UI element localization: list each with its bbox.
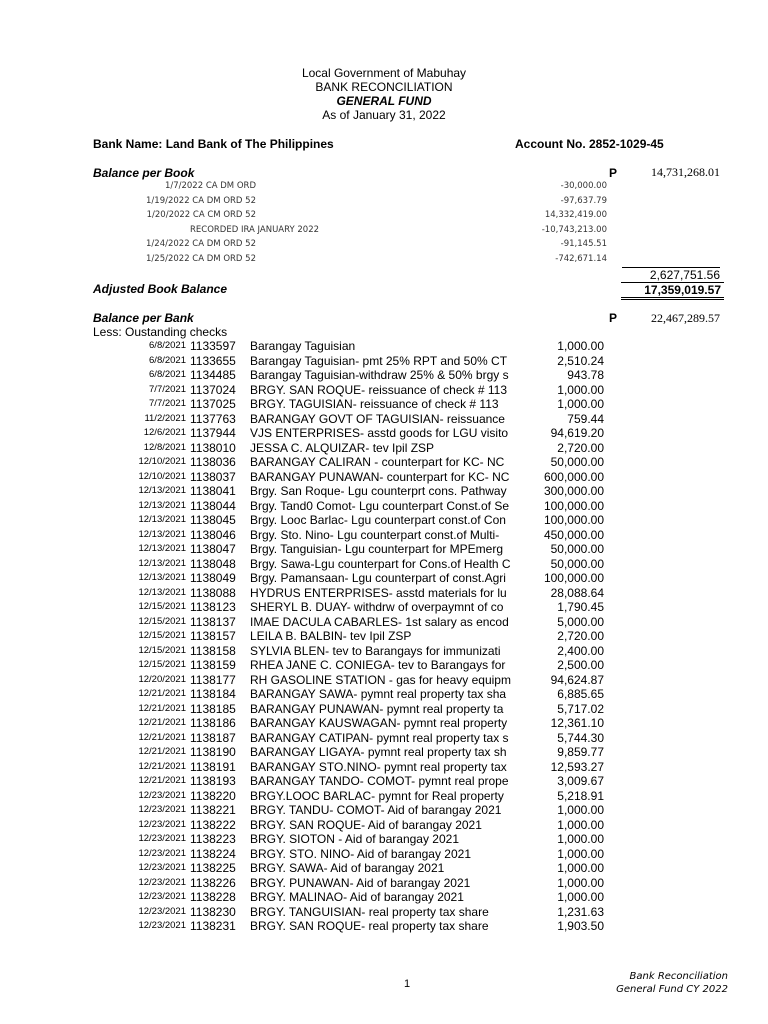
check-date: 6/8/2021 [149, 340, 186, 351]
check-row [0, 702, 768, 717]
check-number: 1138191 [190, 759, 236, 774]
check-payee-description: BRGY. TANDU- COMOT- Aid of barangay 2021 [250, 803, 502, 817]
check-date: 12/15/2021 [138, 644, 186, 656]
check-row [0, 731, 768, 746]
check-number: 1138046 [190, 527, 236, 542]
check-row [0, 412, 768, 427]
check-amount: 50,000.00 [550, 542, 604, 556]
check-payee-description: LEILA B. BALBIN- tev Ipil ZSP [250, 629, 412, 643]
check-row [0, 890, 768, 905]
check-amount: 100,000.00 [543, 513, 604, 527]
check-payee-description: Brgy. Tanguisian- Lgu counterpart for MPEmerg [250, 542, 504, 556]
adjustment-amount: -91,145.51 [560, 239, 607, 249]
check-amount: 50,000.00 [550, 455, 604, 469]
check-date: 12/13/2021 [138, 586, 186, 598]
check-date: 12/15/2021 [138, 659, 186, 670]
footer-subtitle-line: General Fund CY 2022 [616, 983, 728, 995]
check-payee-description: Brgy. Sto. Nino- Lgu counterpart const.of Multi- [250, 527, 500, 542]
check-number: 1138159 [190, 658, 236, 672]
check-amount: 1,000.00 [557, 890, 604, 904]
footer-title-line: Bank Reconciliation [629, 971, 728, 982]
bank-balance-amount: 22,467,289.57 [651, 311, 720, 325]
check-amount: 3,009.67 [557, 774, 604, 788]
check-number: 1137024 [190, 382, 236, 397]
check-amount: 2,720.00 [557, 629, 604, 643]
check-amount: 2,400.00 [557, 643, 604, 658]
balance-per-book-label: Balance per Book [93, 166, 195, 180]
outstanding-checks-list [0, 339, 768, 934]
check-number: 1138049 [190, 571, 236, 585]
check-date: 12/21/2021 [138, 760, 186, 772]
adjustment-amount: -30,000.00 [560, 181, 607, 191]
as-of-date: As of January 31, 2022 [322, 108, 446, 122]
check-date: 6/8/2021 [149, 354, 186, 366]
check-row [0, 542, 768, 557]
check-payee-description: BRGY. SIOTON - Aid of barangay 2021 [250, 832, 460, 846]
check-date: 12/23/2021 [138, 862, 186, 873]
check-number: 1138044 [190, 498, 236, 513]
adjustment-label: 1/7/2022 CA DM ORD [164, 181, 256, 191]
check-row [0, 658, 768, 673]
check-amount: 5,000.00 [557, 614, 604, 629]
check-row [0, 847, 768, 862]
check-date: 12/23/2021 [138, 847, 186, 859]
check-date: 12/21/2021 [138, 702, 186, 714]
check-number: 1137025 [190, 397, 236, 411]
check-date: 12/13/2021 [138, 557, 186, 569]
check-number: 1138185 [190, 701, 236, 716]
check-amount: 2,720.00 [557, 440, 604, 455]
check-row [0, 528, 768, 543]
check-number: 1138222 [190, 817, 236, 832]
check-number: 1138224 [190, 846, 236, 861]
book-currency: P [609, 166, 618, 180]
check-payee-description: JESSA C. ALQUIZAR- tev Ipil ZSP [250, 440, 435, 455]
check-payee-description: BARANGAY LIGAYA- pymnt real property tax sh [250, 745, 507, 759]
check-payee-description: Brgy. Looc Barlac- Lgu counterpart const.of Con [250, 513, 506, 527]
check-date: 12/15/2021 [138, 601, 186, 612]
adjustments-total: 2,627,751.56 [622, 267, 720, 282]
check-amount: 6,885.65 [557, 687, 604, 701]
check-row [0, 629, 768, 644]
check-date: 12/6/2021 [143, 427, 186, 438]
check-payee-description: BARANGAY CALIRAN - counterpart for KC- NC [250, 455, 505, 469]
check-number: 1138184 [190, 687, 236, 701]
check-amount: 100,000.00 [543, 571, 604, 585]
check-date: 12/15/2021 [138, 630, 186, 641]
check-payee-description: BRGY.LOOC BARLAC- pymnt for Real property [250, 788, 504, 803]
check-date: 12/21/2021 [138, 717, 186, 728]
check-number: 1138137 [190, 614, 236, 629]
check-payee-description: BARANGAY STO.NINO- pymnt real property tax [250, 759, 507, 774]
check-payee-description: RH GASOLINE STATION - gas for heavy equipm [250, 672, 511, 687]
check-date: 12/20/2021 [138, 673, 186, 685]
check-amount: 600,000.00 [543, 469, 604, 484]
check-payee-description: BRGY. SAWA- Aid of barangay 2021 [250, 861, 445, 875]
check-amount: 943.78 [567, 368, 604, 382]
adjustment-amount: -10,743,213.00 [541, 224, 607, 235]
check-number: 1138221 [190, 803, 236, 817]
check-payee-description: BRGY. TANGUISIAN- real property tax share [250, 904, 489, 919]
check-number: 1138157 [190, 629, 236, 643]
check-row [0, 455, 768, 470]
check-payee-description: BARANGAY PUNAWAN- pymnt real property ta [250, 701, 504, 716]
check-row [0, 615, 768, 630]
check-row [0, 919, 768, 934]
check-date: 12/21/2021 [138, 731, 186, 743]
check-date: 11/2/2021 [144, 412, 186, 424]
report-title: BANK RECONCILIATION [315, 80, 453, 94]
check-amount: 1,000.00 [557, 832, 604, 846]
check-date: 12/23/2021 [138, 804, 186, 815]
check-amount: 1,000.00 [557, 861, 604, 875]
check-row [0, 716, 768, 731]
check-number: 1138226 [190, 875, 236, 890]
check-row [0, 774, 768, 789]
bank-currency: P [609, 311, 618, 325]
check-amount: 100,000.00 [543, 498, 604, 513]
check-date: 12/23/2021 [138, 891, 186, 902]
check-date: 12/23/2021 [138, 818, 186, 830]
check-number: 1138045 [190, 513, 236, 527]
adjustment-label: RECORDED IRA JANUARY 2022 [190, 224, 320, 235]
adjustment-amount: 14,332,419.00 [544, 210, 607, 220]
check-number: 1138123 [190, 600, 236, 614]
check-amount: 759.44 [567, 411, 604, 426]
check-row [0, 368, 768, 383]
check-number: 1138228 [190, 890, 236, 904]
check-payee-description: BRGY. SAN ROQUE- reissuance of check # 113 [250, 382, 507, 397]
check-number: 1137763 [190, 411, 236, 426]
check-row [0, 876, 768, 891]
outstanding-checks-label: Less: Oustanding checks [93, 325, 228, 339]
check-amount: 5,218.91 [557, 788, 604, 803]
check-row [0, 354, 768, 369]
check-number: 1138223 [190, 832, 236, 846]
check-amount: 1,000.00 [557, 339, 604, 353]
check-date: 12/15/2021 [138, 615, 186, 627]
check-amount: 94,624.87 [550, 672, 604, 687]
adjustment-label: 1/19/2022 CA DM ORD 52 [146, 195, 256, 206]
check-number: 1138187 [190, 730, 236, 745]
check-date: 12/21/2021 [138, 746, 186, 757]
check-payee-description: BARANGAY GOVT OF TAGUISIAN- reissuance [250, 411, 505, 426]
check-row [0, 745, 768, 760]
page-number: 1 [403, 978, 411, 990]
check-payee-description: Brgy. San Roque- Lgu counterprt cons. Pathway [250, 484, 507, 498]
check-payee-description: Barangay Taguisian- pmt 25% RPT and 50% CT [250, 353, 508, 368]
check-payee-description: BRGY. PUNAWAN- Aid of barangay 2021 [250, 875, 471, 890]
check-amount: 1,000.00 [557, 803, 604, 817]
check-row [0, 832, 768, 847]
check-date: 7/7/2021 [149, 383, 186, 395]
check-row [0, 673, 768, 688]
check-amount: 9,859.77 [557, 745, 604, 759]
check-payee-description: BARANGAY KAUSWAGAN- pymnt real property [250, 716, 508, 730]
check-row [0, 383, 768, 398]
check-row [0, 789, 768, 804]
check-date: 12/23/2021 [138, 920, 186, 931]
check-amount: 1,000.00 [557, 397, 604, 411]
check-date: 12/10/2021 [138, 456, 186, 467]
check-date: 12/23/2021 [138, 833, 186, 844]
check-amount: 300,000.00 [543, 484, 604, 498]
check-row [0, 803, 768, 818]
check-number: 1138158 [190, 643, 236, 658]
check-number: 1138231 [190, 919, 236, 933]
check-date: 12/23/2021 [138, 789, 186, 801]
check-row [0, 600, 768, 615]
check-row [0, 905, 768, 920]
check-payee-description: BARANGAY SAWA- pymnt real property tax sha [250, 687, 507, 701]
book-balance-amount: 14,731,268.01 [651, 165, 720, 179]
check-date: 12/13/2021 [138, 543, 186, 554]
check-number: 1138177 [190, 672, 236, 687]
check-date: 12/13/2021 [138, 485, 186, 496]
check-number: 1137944 [190, 426, 236, 440]
footer-doc-title [616, 971, 728, 996]
check-row [0, 513, 768, 528]
check-amount: 1,000.00 [557, 846, 604, 861]
check-number: 1134485 [190, 368, 236, 382]
check-date: 12/13/2021 [138, 499, 186, 511]
check-payee-description: BRGY. SAN ROQUE- Aid of barangay 2021 [250, 817, 482, 832]
account-number: Account No. 2852-1029-45 [515, 137, 664, 151]
check-date: 12/13/2021 [138, 572, 186, 583]
check-number: 1138010 [190, 440, 236, 455]
check-number: 1138047 [190, 542, 236, 556]
check-number: 1138088 [190, 585, 236, 600]
check-amount: 5,744.30 [557, 730, 604, 745]
org-name: Local Government of Mabuhay [301, 66, 467, 80]
check-row [0, 760, 768, 775]
check-number: 1138230 [190, 904, 236, 919]
check-date: 12/8/2021 [143, 441, 186, 453]
adjustment-amount: -742,671.14 [555, 253, 607, 264]
adjusted-book-balance-amount: 17,359,019.57 [621, 282, 724, 300]
fund-name: GENERAL FUND [336, 94, 432, 108]
check-payee-description: BARANGAY TANDO- COMOT- pymnt real prope [250, 774, 509, 788]
check-number: 1133597 [190, 339, 236, 353]
check-payee-description: Brgy. Tand0 Comot- Lgu counterpart Const.of Se [250, 498, 510, 513]
check-row [0, 557, 768, 572]
check-date: 12/23/2021 [138, 876, 186, 888]
check-row [0, 586, 768, 601]
check-amount: 1,903.50 [557, 919, 604, 933]
adjustment-label: 1/20/2022 CA CM ORD 52 [146, 210, 256, 220]
check-payee-description: BRGY. MALINAO- Aid of barangay 2021 [250, 890, 464, 904]
check-amount: 12,593.27 [550, 759, 604, 774]
check-amount: 2,510.24 [557, 353, 604, 368]
check-amount: 1,790.45 [557, 600, 604, 614]
check-amount: 12,361.10 [550, 716, 604, 730]
check-number: 1138186 [190, 716, 236, 730]
check-payee-description: Brgy. Sawa-Lgu counterpart for Cons.of Health C [250, 556, 511, 571]
check-payee-description: HYDRUS ENTERPRISES- asstd materials for lu [250, 585, 507, 600]
check-payee-description: Brgy. Pamansaan- Lgu counterpart of const.Agri [250, 571, 506, 585]
check-number: 1138220 [190, 788, 236, 803]
balance-per-bank-label: Balance per Bank [93, 311, 194, 325]
check-payee-description: SHERYL B. DUAY- withdrw of overpaymnt of co [250, 600, 504, 614]
check-date: 12/23/2021 [138, 905, 186, 917]
check-row [0, 339, 768, 354]
check-row [0, 687, 768, 702]
check-date: 12/21/2021 [138, 688, 186, 699]
check-amount: 2,500.00 [557, 658, 604, 672]
check-date: 6/8/2021 [149, 369, 186, 380]
check-date: 12/13/2021 [138, 528, 186, 540]
adjustment-amount: -97,637.79 [560, 195, 607, 206]
check-amount: 28,088.64 [550, 585, 604, 600]
check-amount: 94,619.20 [550, 426, 604, 440]
check-payee-description: BARANGAY CATIPAN- pymnt real property tax s [250, 730, 509, 745]
check-date: 12/13/2021 [138, 514, 186, 525]
check-payee-description: Barangay Taguisian [250, 339, 356, 353]
check-payee-description: BRGY. TAGUISIAN- reissuance of check # 113 [250, 397, 499, 411]
check-payee-description: SYLVIA BLEN- tev to Barangays for immunizati [250, 643, 501, 658]
check-payee-description: BRGY. SAN ROQUE- real property tax share [250, 919, 489, 933]
check-amount: 1,231.63 [557, 904, 604, 919]
check-row [0, 470, 768, 485]
check-number: 1138037 [190, 469, 236, 484]
check-payee-description: BARANGAY PUNAWAN- counterpart for KC- NC [250, 469, 510, 484]
check-row [0, 441, 768, 456]
adjusted-book-balance-label: Adjusted Book Balance [93, 282, 228, 296]
check-number: 1138225 [190, 861, 236, 875]
check-number: 1138190 [190, 745, 236, 759]
check-row [0, 861, 768, 876]
check-payee-description: BRGY. STO. NINO- Aid of barangay 2021 [250, 846, 472, 861]
check-number: 1138036 [190, 455, 236, 469]
check-amount: 5,717.02 [557, 701, 604, 716]
check-amount: 1,000.00 [557, 817, 604, 832]
check-amount: 1,000.00 [557, 382, 604, 397]
check-payee-description: RHEA JANE C. CONIEGA- tev to Barangays for [250, 658, 506, 672]
check-row [0, 499, 768, 514]
check-row [0, 571, 768, 586]
check-number: 1138048 [190, 556, 236, 571]
check-amount: 50,000.00 [550, 556, 604, 571]
check-amount: 450,000.00 [543, 527, 604, 542]
check-date: 12/10/2021 [138, 470, 186, 482]
check-date: 7/7/2021 [149, 398, 186, 409]
bank-name: Bank Name: Land Bank of The Philippines [93, 137, 334, 151]
check-payee-description: IMAE DACULA CABARLES- 1st salary as encod [250, 614, 509, 629]
check-date: 12/21/2021 [138, 775, 186, 786]
check-number: 1133655 [190, 353, 236, 368]
check-number: 1138041 [190, 484, 236, 498]
check-row [0, 426, 768, 441]
check-payee-description: Barangay Taguisian-withdraw 25% & 50% brgy s [250, 368, 509, 382]
check-amount: 1,000.00 [557, 875, 604, 890]
check-row [0, 397, 768, 412]
adjustment-label: 1/24/2022 CA DM ORD 52 [146, 239, 256, 249]
adjustment-label: 1/25/2022 CA DM ORD 52 [146, 253, 256, 264]
check-payee-description: VJS ENTERPRISES- asstd goods for LGU visito [250, 426, 509, 440]
check-row [0, 644, 768, 659]
check-row [0, 484, 768, 499]
check-row [0, 818, 768, 833]
check-number: 1138193 [190, 774, 236, 788]
